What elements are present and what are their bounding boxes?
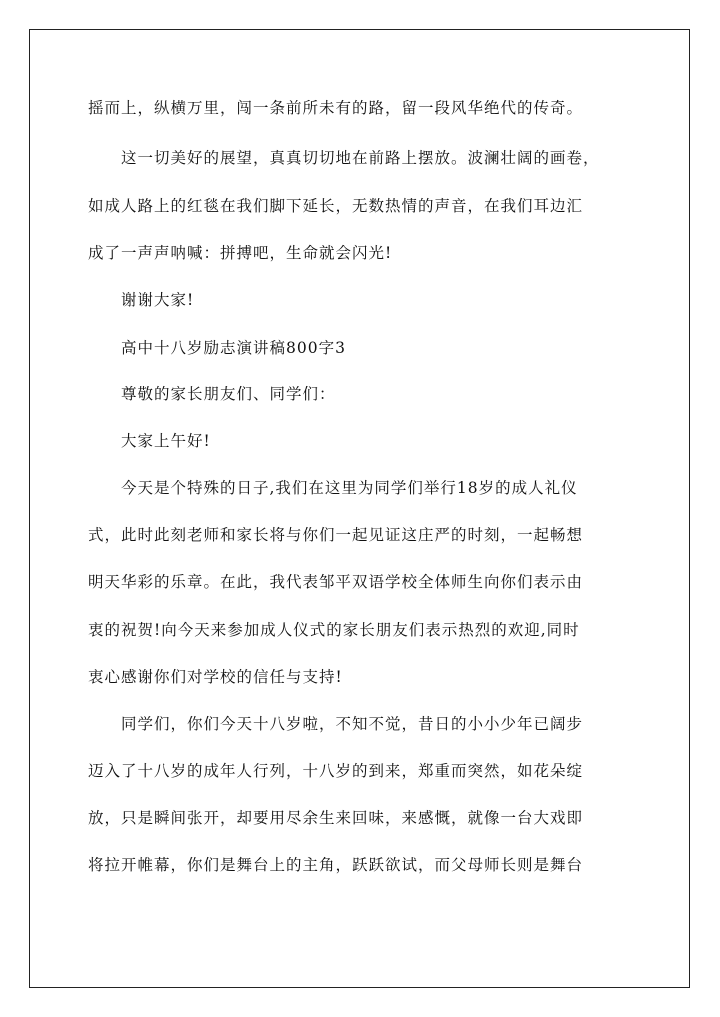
text-line: 同学们，你们今天十八岁啦，不知不觉，昔日的小小少年已阔步 bbox=[121, 715, 584, 733]
page-border bbox=[29, 29, 690, 988]
text-line: 今天是个特殊的日子,我们在这里为同学们举行18岁的成人礼仪 bbox=[121, 479, 578, 497]
text-line: 明天华彩的乐章。在此，我代表邹平双语学校全体师生向你们表示由 bbox=[88, 573, 584, 591]
section-heading: 高中十八岁励志演讲稿800字3 bbox=[121, 339, 346, 357]
greeting: 大家上午好! bbox=[121, 432, 211, 450]
text-line: 谢谢大家! bbox=[121, 291, 195, 309]
text-line: 摇而上，纵横万里，闯一条前所未有的路，留一段风华绝代的传奇。 bbox=[88, 99, 584, 117]
salutation: 尊敬的家长朋友们、同学们： bbox=[121, 385, 336, 403]
text-line: 衷的祝贺!向今天来参加成人仪式的家长朋友们表示热烈的欢迎,同时 bbox=[88, 621, 580, 639]
text-line: 式，此时此刻老师和家长将与你们一起见证这庄严的时刻，一起畅想 bbox=[88, 526, 584, 544]
text-line: 成了一声声呐喊：拼搏吧，生命就会闪光! bbox=[88, 244, 393, 262]
text-line: 衷心感谢你们对学校的信任与支持! bbox=[88, 668, 343, 686]
text-line: 放，只是瞬间张开，却要用尽余生来回味，来感慨，就像一台大戏即 bbox=[88, 809, 584, 827]
text-line: 将拉开帷幕，你们是舞台上的主角，跃跃欲试，而父母师长则是舞台 bbox=[88, 856, 584, 874]
text-line: 这一切美好的展望，真真切切地在前路上摆放。波澜壮阔的画卷， bbox=[121, 149, 600, 167]
text-line: 迈入了十八岁的成年人行列，十八岁的到来，郑重而突然，如花朵绽 bbox=[88, 762, 584, 780]
text-line: 如成人路上的红毯在我们脚下延长，无数热情的声音，在我们耳边汇 bbox=[88, 197, 584, 215]
